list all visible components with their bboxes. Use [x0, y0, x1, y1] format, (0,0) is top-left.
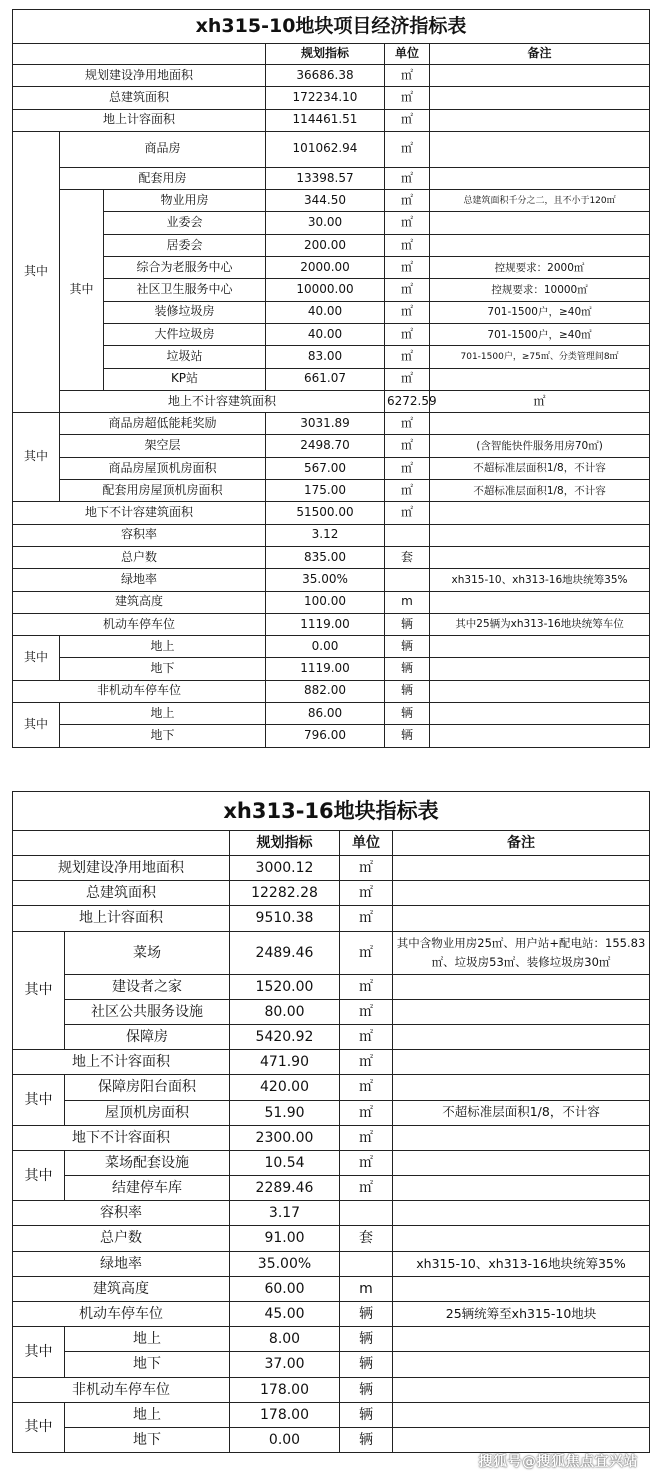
row-note	[430, 65, 650, 87]
row-note	[430, 636, 650, 658]
row-value: 91.00	[230, 1226, 340, 1251]
row-value: 882.00	[266, 680, 385, 702]
table-row	[13, 368, 650, 390]
row-value: 35.00%	[230, 1251, 340, 1276]
row-label: 配套用房屋顶机房面积	[60, 480, 266, 502]
row-label: 地上不计容建筑面积	[60, 390, 385, 412]
row-label: 地上计容面积	[13, 109, 266, 131]
row-unit: 辆	[385, 636, 430, 658]
row-label: 建筑高度	[13, 1276, 230, 1301]
row-note	[393, 1276, 650, 1301]
row-unit	[385, 569, 430, 591]
row-unit: ㎡	[340, 999, 393, 1024]
header-blank	[13, 44, 266, 65]
row-note	[430, 703, 650, 725]
row-value: 178.00	[230, 1402, 340, 1427]
row-note: 其中25辆为xh313-16地块统筹车位	[430, 613, 650, 635]
row-unit: 辆	[385, 725, 430, 747]
row-label: 保障房	[65, 1024, 230, 1049]
row-value: 1119.00	[266, 658, 385, 680]
row-label: 架空层	[60, 435, 266, 457]
row-value: 10000.00	[266, 279, 385, 301]
row-note	[393, 974, 650, 999]
header-indicator: 规划指标	[266, 44, 385, 65]
row-value: 13398.57	[266, 167, 385, 189]
table-row	[13, 234, 650, 256]
row-label: 总户数	[13, 1226, 230, 1251]
row-label: 商品房	[60, 131, 266, 167]
table-row	[13, 1402, 650, 1427]
row-value: 0.00	[266, 636, 385, 658]
row-value: 796.00	[266, 725, 385, 747]
row-unit: ㎡	[385, 257, 430, 279]
row-unit: ㎡	[385, 109, 430, 131]
table-row	[13, 1125, 650, 1150]
row-value: 172234.10	[266, 87, 385, 109]
row-unit: ㎡	[430, 390, 650, 412]
row-label: 地上不计容面积	[13, 1050, 230, 1075]
row-unit: ㎡	[340, 1075, 393, 1100]
row-unit: ㎡	[340, 906, 393, 931]
row-note	[430, 109, 650, 131]
row-note	[393, 856, 650, 881]
table-title: xh315-10地块项目经济指标表	[13, 10, 650, 44]
row-note	[430, 546, 650, 568]
row-value: 86.00	[266, 703, 385, 725]
row-label: 社区卫生服务中心	[104, 279, 266, 301]
table-row	[13, 591, 650, 613]
row-note	[430, 167, 650, 189]
table-row	[13, 1050, 650, 1075]
table-row	[13, 167, 650, 189]
row-label: 地下	[65, 1427, 230, 1452]
row-note: 控规要求：2000㎡	[430, 257, 650, 279]
row-unit: ㎡	[340, 1050, 393, 1075]
subgroup-label: 其中	[60, 190, 104, 391]
table-title: xh313-16地块指标表	[13, 792, 650, 831]
table-row	[13, 680, 650, 702]
table-row	[13, 1201, 650, 1226]
row-unit: 辆	[340, 1352, 393, 1377]
table-row	[13, 1100, 650, 1125]
row-value: 12282.28	[230, 881, 340, 906]
row-unit: m	[385, 591, 430, 613]
header-unit: 单位	[385, 44, 430, 65]
row-note	[393, 1150, 650, 1175]
row-note	[430, 502, 650, 524]
row-label: 结建停车库	[65, 1176, 230, 1201]
row-label: 菜场配套设施	[65, 1150, 230, 1175]
row-unit: ㎡	[385, 234, 430, 256]
row-unit: ㎡	[340, 1024, 393, 1049]
row-unit: ㎡	[385, 131, 430, 167]
row-note	[430, 212, 650, 234]
table-row	[13, 1176, 650, 1201]
row-value: 835.00	[266, 546, 385, 568]
row-note	[393, 1352, 650, 1377]
row-note: xh315-10、xh313-16地块统筹35%	[430, 569, 650, 591]
row-note: 控规要求：10000㎡	[430, 279, 650, 301]
row-value: 51.90	[230, 1100, 340, 1125]
table-row	[13, 1251, 650, 1276]
table-xh313-16	[12, 791, 650, 1453]
row-value: 2498.70	[266, 435, 385, 457]
row-label: 绿地率	[13, 569, 266, 591]
row-note	[393, 1024, 650, 1049]
header-indicator: 规划指标	[230, 831, 340, 856]
row-label: 商品房屋顶机房面积	[60, 457, 266, 479]
row-value: 3031.89	[266, 413, 385, 435]
row-value: 45.00	[230, 1302, 340, 1327]
table-row	[13, 480, 650, 502]
header-blank	[13, 831, 230, 856]
row-value: 6272.59	[385, 390, 430, 412]
group-label: 其中	[13, 703, 60, 748]
row-note	[393, 1050, 650, 1075]
table-row	[13, 613, 650, 635]
row-value: 60.00	[230, 1276, 340, 1301]
row-value: 567.00	[266, 457, 385, 479]
table-row	[13, 636, 650, 658]
row-note	[393, 1125, 650, 1150]
row-unit: 辆	[385, 613, 430, 635]
group-label: 其中	[13, 413, 60, 502]
row-value: 3.12	[266, 524, 385, 546]
table-row	[13, 1226, 650, 1251]
row-label: 机动车停车位	[13, 1302, 230, 1327]
row-label: KP站	[104, 368, 266, 390]
row-label: 地下	[60, 725, 266, 747]
row-note: 701-1500户，≥75㎡、分类管理间8㎡	[430, 346, 650, 368]
row-note: 701-1500户，≥40㎡	[430, 301, 650, 323]
row-value: 344.50	[266, 190, 385, 212]
row-label: 物业用房	[104, 190, 266, 212]
table-row	[13, 87, 650, 109]
row-label: 大件垃圾房	[104, 323, 266, 345]
row-value: 2489.46	[230, 931, 340, 974]
row-unit: 辆	[385, 703, 430, 725]
group-label: 其中	[13, 1150, 65, 1200]
row-unit: ㎡	[385, 480, 430, 502]
row-label: 社区公共服务设施	[65, 999, 230, 1024]
row-value: 35.00%	[266, 569, 385, 591]
row-label: 地上	[60, 703, 266, 725]
row-label: 地上计容面积	[13, 906, 230, 931]
row-note	[430, 524, 650, 546]
table-row	[13, 279, 650, 301]
row-unit: ㎡	[385, 413, 430, 435]
table-row	[13, 413, 650, 435]
table-row	[13, 390, 650, 412]
row-value: 2300.00	[230, 1125, 340, 1150]
row-note	[393, 881, 650, 906]
header-note: 备注	[430, 44, 650, 65]
row-label: 保障房阳台面积	[65, 1075, 230, 1100]
row-unit: ㎡	[340, 974, 393, 999]
row-label: 地下	[65, 1352, 230, 1377]
row-unit: 套	[340, 1226, 393, 1251]
row-note: 不超标准层面积1/8，不计容	[393, 1100, 650, 1125]
row-label: 地上	[65, 1402, 230, 1427]
row-value: 51500.00	[266, 502, 385, 524]
table-row	[13, 725, 650, 747]
row-note: (含智能快件服务用房70㎡)	[430, 435, 650, 457]
row-value: 10.54	[230, 1150, 340, 1175]
row-unit: ㎡	[385, 190, 430, 212]
row-label: 业委会	[104, 212, 266, 234]
row-unit	[385, 524, 430, 546]
row-value: 2289.46	[230, 1176, 340, 1201]
row-value: 200.00	[266, 234, 385, 256]
row-unit: ㎡	[385, 346, 430, 368]
table-row	[13, 658, 650, 680]
group-label: 其中	[13, 1327, 65, 1377]
row-unit	[340, 1251, 393, 1276]
row-label: 配套用房	[60, 167, 266, 189]
row-value: 100.00	[266, 591, 385, 613]
row-unit: ㎡	[340, 1125, 393, 1150]
row-note	[393, 1176, 650, 1201]
row-unit: 辆	[385, 680, 430, 702]
group-label: 其中	[13, 636, 60, 681]
row-note	[393, 1402, 650, 1427]
header-note: 备注	[393, 831, 650, 856]
row-label: 综合为老服务中心	[104, 257, 266, 279]
table-row	[13, 65, 650, 87]
row-unit: ㎡	[385, 323, 430, 345]
row-note	[430, 131, 650, 167]
table-row	[13, 435, 650, 457]
row-label: 屋顶机房面积	[65, 1100, 230, 1125]
row-label: 规划建设净用地面积	[13, 65, 266, 87]
row-label: 地上	[65, 1327, 230, 1352]
row-unit: ㎡	[385, 435, 430, 457]
row-note: 不超标准层面积1/8，不计容	[430, 480, 650, 502]
row-note	[430, 658, 650, 680]
header-unit: 单位	[340, 831, 393, 856]
row-value: 178.00	[230, 1377, 340, 1402]
row-label: 非机动车停车位	[13, 680, 266, 702]
table-row	[13, 546, 650, 568]
row-note: xh315-10、xh313-16地块统筹35%	[393, 1251, 650, 1276]
row-unit: ㎡	[340, 1176, 393, 1201]
row-note: 其中含物业用房25㎡、用户站+配电站：155.83㎡、垃圾房53㎡、装修垃圾房30㎡	[393, 931, 650, 974]
row-label: 装修垃圾房	[104, 301, 266, 323]
row-label: 地上	[60, 636, 266, 658]
table-row	[13, 906, 650, 931]
row-value: 80.00	[230, 999, 340, 1024]
table-row	[13, 1302, 650, 1327]
row-label: 垃圾站	[104, 346, 266, 368]
row-unit: 套	[385, 546, 430, 568]
table-xh315-10	[12, 9, 650, 748]
table-row	[13, 257, 650, 279]
row-label: 规划建设净用地面积	[13, 856, 230, 881]
row-unit: ㎡	[385, 368, 430, 390]
row-note: 总建筑面积千分之二，且不小于120㎡	[430, 190, 650, 212]
row-value: 101062.94	[266, 131, 385, 167]
row-value: 37.00	[230, 1352, 340, 1377]
table-row	[13, 999, 650, 1024]
table-row	[13, 1377, 650, 1402]
table-row	[13, 931, 650, 974]
table-row	[13, 457, 650, 479]
row-unit: 辆	[340, 1377, 393, 1402]
row-label: 商品房超低能耗奖励	[60, 413, 266, 435]
row-note	[430, 413, 650, 435]
table-row	[13, 1150, 650, 1175]
row-note	[393, 1075, 650, 1100]
table-row	[13, 881, 650, 906]
table-row	[13, 109, 650, 131]
row-label: 菜场	[65, 931, 230, 974]
watermark: 搜狐号@搜狐焦点宜兴站	[478, 1454, 638, 1470]
row-unit: ㎡	[385, 87, 430, 109]
row-value: 40.00	[266, 301, 385, 323]
row-unit: ㎡	[340, 1100, 393, 1125]
row-label: 地下	[60, 658, 266, 680]
row-label: 总户数	[13, 546, 266, 568]
row-unit: ㎡	[385, 167, 430, 189]
row-label: 居委会	[104, 234, 266, 256]
row-note	[430, 725, 650, 747]
row-unit: m	[340, 1276, 393, 1301]
row-value: 30.00	[266, 212, 385, 234]
row-note	[393, 1226, 650, 1251]
row-note	[393, 1201, 650, 1226]
row-unit: ㎡	[340, 1150, 393, 1175]
table-row	[13, 346, 650, 368]
row-note	[393, 999, 650, 1024]
table-row	[13, 974, 650, 999]
row-note: 25辆统筹至xh315-10地块	[393, 1302, 650, 1327]
row-note	[430, 87, 650, 109]
row-label: 地下不计容面积	[13, 1125, 230, 1150]
row-value: 83.00	[266, 346, 385, 368]
row-label: 建设者之家	[65, 974, 230, 999]
row-value: 420.00	[230, 1075, 340, 1100]
row-value: 2000.00	[266, 257, 385, 279]
row-note	[393, 1327, 650, 1352]
row-unit: ㎡	[385, 279, 430, 301]
row-value: 175.00	[266, 480, 385, 502]
row-unit: ㎡	[385, 457, 430, 479]
row-value: 40.00	[266, 323, 385, 345]
row-unit: 辆	[340, 1302, 393, 1327]
table-row	[13, 212, 650, 234]
table-row	[13, 1276, 650, 1301]
table-row	[13, 502, 650, 524]
row-note	[393, 906, 650, 931]
row-unit: ㎡	[385, 502, 430, 524]
row-unit	[340, 1201, 393, 1226]
table-row	[13, 301, 650, 323]
row-note	[430, 234, 650, 256]
row-unit: ㎡	[385, 65, 430, 87]
row-label: 总建筑面积	[13, 881, 230, 906]
row-unit: 辆	[340, 1402, 393, 1427]
row-value: 5420.92	[230, 1024, 340, 1049]
table-row	[13, 323, 650, 345]
table-row	[13, 1075, 650, 1100]
table-row	[13, 856, 650, 881]
row-value: 36686.38	[266, 65, 385, 87]
table-row	[13, 131, 650, 167]
row-unit: ㎡	[385, 301, 430, 323]
table-row	[13, 1024, 650, 1049]
group-label: 其中	[13, 1075, 65, 1125]
row-value: 3.17	[230, 1201, 340, 1226]
row-value: 9510.38	[230, 906, 340, 931]
row-label: 机动车停车位	[13, 613, 266, 635]
row-value: 3000.12	[230, 856, 340, 881]
group-label: 其中	[13, 1402, 65, 1452]
row-value: 1119.00	[266, 613, 385, 635]
table-row	[13, 190, 650, 212]
row-unit: 辆	[340, 1427, 393, 1452]
row-label: 建筑高度	[13, 591, 266, 613]
table-row	[13, 1427, 650, 1452]
row-note	[393, 1377, 650, 1402]
row-unit: ㎡	[340, 856, 393, 881]
row-note: 701-1500户，≥40㎡	[430, 323, 650, 345]
row-value: 0.00	[230, 1427, 340, 1452]
table-row	[13, 1352, 650, 1377]
row-label: 总建筑面积	[13, 87, 266, 109]
row-note	[393, 1427, 650, 1452]
row-note	[430, 680, 650, 702]
row-label: 容积率	[13, 1201, 230, 1226]
row-unit: ㎡	[385, 212, 430, 234]
row-value: 471.90	[230, 1050, 340, 1075]
row-unit: 辆	[385, 658, 430, 680]
row-label: 非机动车停车位	[13, 1377, 230, 1402]
group-label: 其中	[13, 131, 60, 412]
table-row	[13, 524, 650, 546]
row-note: 不超标准层面积1/8，不计容	[430, 457, 650, 479]
row-label: 地下不计容建筑面积	[13, 502, 266, 524]
row-label: 绿地率	[13, 1251, 230, 1276]
row-unit: ㎡	[340, 931, 393, 974]
row-note	[430, 591, 650, 613]
table-row	[13, 703, 650, 725]
row-value: 661.07	[266, 368, 385, 390]
row-value: 8.00	[230, 1327, 340, 1352]
table-row	[13, 569, 650, 591]
row-unit: ㎡	[340, 881, 393, 906]
row-unit: 辆	[340, 1327, 393, 1352]
row-value: 114461.51	[266, 109, 385, 131]
row-note	[430, 368, 650, 390]
row-value: 1520.00	[230, 974, 340, 999]
group-label: 其中	[13, 931, 65, 1050]
row-label: 容积率	[13, 524, 266, 546]
table-row	[13, 1327, 650, 1352]
